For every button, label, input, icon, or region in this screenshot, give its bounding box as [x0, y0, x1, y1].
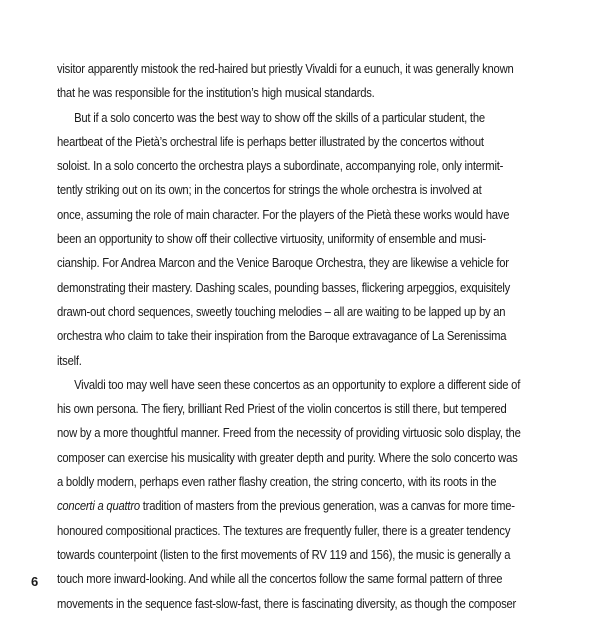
body-text	[57, 57, 577, 616]
text-line: tently striking out on its own; in the concertos for strings the whole orchestra is involved at	[57, 183, 482, 198]
text-line: movements in the sequence fast-slow-fast, there is fascinating diversity, as though the composer	[57, 596, 517, 611]
text-line: composer can exercise his musicality with greater depth and purity. Where the solo concerto was	[57, 450, 518, 465]
text-line: orchestra who claim to take their inspiration from the Baroque extravagance of La Serenissima	[57, 329, 507, 344]
text-line: now by a more thoughtful manner. Freed from the necessity of providing virtuosic solo display, the	[57, 426, 521, 441]
text-line: cianship. For Andrea Marcon and the Venice Baroque Orchestra, they are likewise a vehicle for	[57, 256, 509, 271]
text-line: heartbeat of the Pietà’s orchestral life is perhaps better illustrated by the concertos without	[57, 134, 484, 149]
text-line: towards counterpoint (listen to the first movements of RV 119 and 156), the music is generally a	[57, 547, 511, 562]
text-line: his own persona. The fiery, brilliant Red Priest of the violin concertos is still there, but tempered	[57, 402, 507, 417]
text-line: touch more inward-looking. And while all the concertos follow the same formal pattern of three	[57, 572, 503, 587]
text-line: once, assuming the role of main character. For the players of the Pietà these works would have	[57, 207, 510, 222]
paragraph-1	[57, 57, 577, 106]
text-line: soloist. In a solo concerto the orchestra plays a subordinate, accompanying role, only intermit-	[57, 159, 504, 174]
paragraph-3	[57, 373, 577, 616]
text-line: that he was responsible for the institution’s high musical standards.	[57, 86, 375, 101]
text-run: tradition of masters from the previous generation, was a canvas for more time-	[139, 499, 515, 514]
text-line: a boldly modern, perhaps even rather flashy creation, the string concerto, with its roots in the	[57, 475, 497, 490]
paragraph-2	[57, 106, 577, 373]
text-line: visitor apparently mistook the red-haired but priestly Vivaldi for a eunuch, it was generally known	[57, 62, 514, 76]
text-line-with-italic	[57, 494, 525, 518]
text-line: drawn-out chord sequences, sweetly touching melodies – all are waiting to be lapped up by an	[57, 304, 506, 319]
text-line: Vivaldi too may well have seen these concertos as an opportunity to explore a different side of	[74, 377, 521, 392]
page-number: 6	[31, 574, 39, 589]
text-line: honoured compositional practices. The textures are frequently fuller, there is a greater tendency	[57, 523, 511, 538]
text-line: itself.	[57, 353, 82, 368]
italic-phrase: concerti a quattro	[57, 499, 140, 514]
text-line: demonstrating their mastery. Dashing scales, pounding basses, flickering arpeggios, exquisitely	[57, 280, 511, 295]
text-line: been an opportunity to show off their collective virtuosity, uniformity of ensemble and musi-	[57, 232, 486, 247]
text-line: But if a solo concerto was the best way to show off the skills of a particular student, the	[74, 110, 485, 125]
